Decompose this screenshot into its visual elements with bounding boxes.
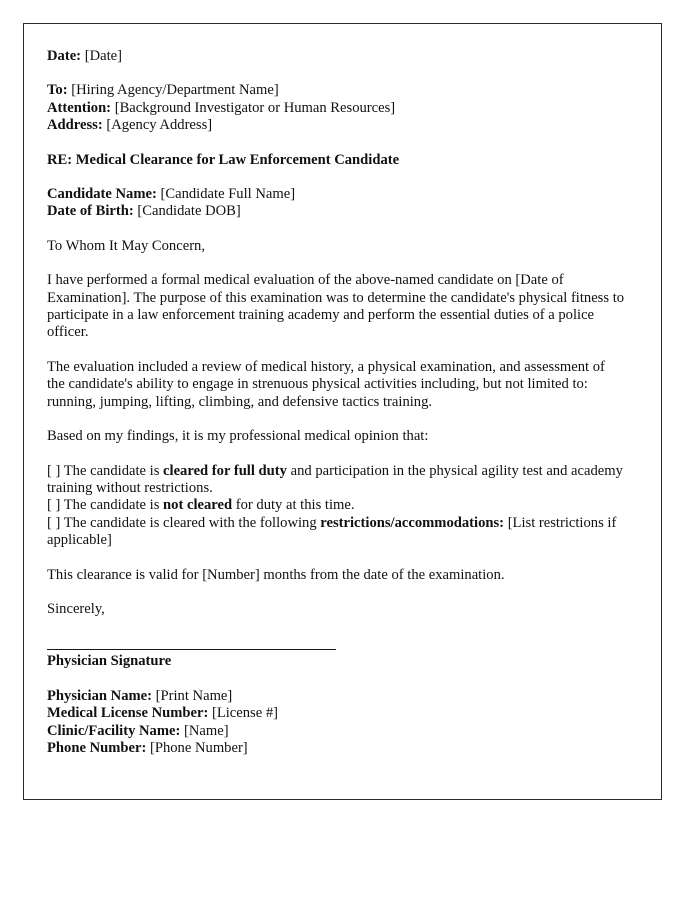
recipient-address-line bbox=[47, 117, 625, 134]
address-value: [Agency Address] bbox=[106, 117, 213, 134]
spacer bbox=[47, 65, 625, 82]
date-line bbox=[47, 48, 625, 65]
recipient-attention-line bbox=[47, 100, 625, 117]
checkbox-marker[interactable]: [ ] bbox=[47, 514, 61, 531]
paragraph-evaluation-scope: The evaluation included a review of medical history, a physical examination, and assessment of the candidate's ability to engage in strenuous physical activities including, but not limited to: running, jumping, lifting, climbing, and defensive tactics training. bbox=[47, 358, 605, 410]
clearance-options-list bbox=[47, 463, 625, 550]
spacer bbox=[47, 169, 625, 186]
attention-label: Attention: bbox=[47, 99, 112, 116]
option-text-before: The candidate is cleared with the following bbox=[63, 514, 321, 531]
address-label: Address: bbox=[47, 117, 103, 134]
to-value: [Hiring Agency/Department Name] bbox=[71, 82, 279, 99]
date-value: [Date] bbox=[84, 48, 122, 64]
spacer bbox=[47, 411, 625, 428]
option-emphasis: not cleared bbox=[163, 497, 233, 514]
recipient-block bbox=[47, 82, 625, 134]
clinic-name-label: Clinic/Facility Name: bbox=[47, 722, 181, 739]
spacer bbox=[47, 135, 625, 152]
clinic-name-value: [Name] bbox=[184, 722, 229, 739]
clearance-option-full-duty[interactable] bbox=[47, 463, 625, 498]
physician-details-block bbox=[47, 688, 625, 758]
to-label: To: bbox=[47, 82, 68, 99]
clinic-name-line bbox=[47, 723, 625, 740]
spacer bbox=[47, 550, 625, 567]
phone-number-label: Phone Number: bbox=[47, 739, 147, 756]
option-text-before: The candidate is bbox=[63, 462, 164, 479]
paragraph-evaluation-purpose: I have performed a formal medical evaluation of the above-named candidate on [Date of Examination]. The purpose of this examination was to determine the candidate's physical fitness to participate in a law enforcement training academy and perform the essential duties of a police officer. bbox=[47, 272, 625, 341]
spacer-signature bbox=[47, 618, 625, 649]
physician-license-label: Medical License Number: bbox=[47, 705, 209, 722]
candidate-dob-line bbox=[47, 203, 625, 220]
candidate-block bbox=[47, 186, 625, 221]
candidate-name-line bbox=[47, 186, 625, 203]
clearance-option-with-restrictions[interactable] bbox=[47, 515, 625, 550]
candidate-dob-label: Date of Birth: bbox=[47, 203, 134, 220]
letter-body bbox=[47, 48, 625, 757]
attention-value: [Background Investigator or Human Resources] bbox=[114, 99, 396, 116]
closing-salutation: Sincerely, bbox=[47, 600, 105, 617]
candidate-name-value: [Candidate Full Name] bbox=[160, 186, 296, 203]
checkbox-marker[interactable]: [ ] bbox=[47, 497, 61, 514]
spacer bbox=[47, 255, 625, 272]
candidate-dob-value: [Candidate DOB] bbox=[137, 203, 241, 220]
option-text-after: and participation in the physical agility test and academy training without restrictions. bbox=[47, 462, 623, 496]
phone-number-line bbox=[47, 740, 625, 757]
signature-caption: Physician Signature bbox=[47, 653, 172, 670]
option-text-after: for duty at this time. bbox=[232, 497, 355, 514]
spacer bbox=[47, 446, 625, 463]
physician-name-label: Physician Name: bbox=[47, 687, 152, 704]
spacer bbox=[47, 671, 625, 688]
signature-block bbox=[47, 649, 625, 670]
option-emphasis: cleared for full duty bbox=[163, 462, 287, 479]
spacer bbox=[47, 221, 625, 238]
option-text-before: The candidate is bbox=[63, 497, 164, 514]
salutation: To Whom It May Concern, bbox=[47, 237, 205, 254]
document-page-border bbox=[23, 23, 662, 800]
physician-license-value: [License #] bbox=[211, 705, 279, 722]
checkbox-marker[interactable]: [ ] bbox=[47, 462, 61, 479]
physician-name-line bbox=[47, 688, 625, 705]
option-emphasis: restrictions/accommodations: bbox=[320, 514, 505, 531]
validity-statement: This clearance is valid for [Number] months from the date of the examination. bbox=[47, 566, 505, 583]
subject-line: RE: Medical Clearance for Law Enforcement Candidate bbox=[47, 151, 400, 168]
opinion-intro: Based on my findings, it is my professional medical opinion that: bbox=[47, 428, 429, 445]
option-text-after: [List restrictions if applicable] bbox=[47, 514, 617, 549]
clearance-option-not-cleared[interactable] bbox=[47, 497, 625, 514]
date-label: Date: bbox=[47, 48, 82, 64]
candidate-name-label: Candidate Name: bbox=[47, 186, 157, 203]
physician-license-line bbox=[47, 705, 625, 722]
recipient-to-line bbox=[47, 82, 625, 99]
phone-number-value: [Phone Number] bbox=[149, 739, 248, 756]
physician-name-value: [Print Name] bbox=[155, 687, 233, 704]
signature-line bbox=[47, 649, 336, 650]
spacer bbox=[47, 342, 625, 359]
spacer bbox=[47, 584, 625, 601]
